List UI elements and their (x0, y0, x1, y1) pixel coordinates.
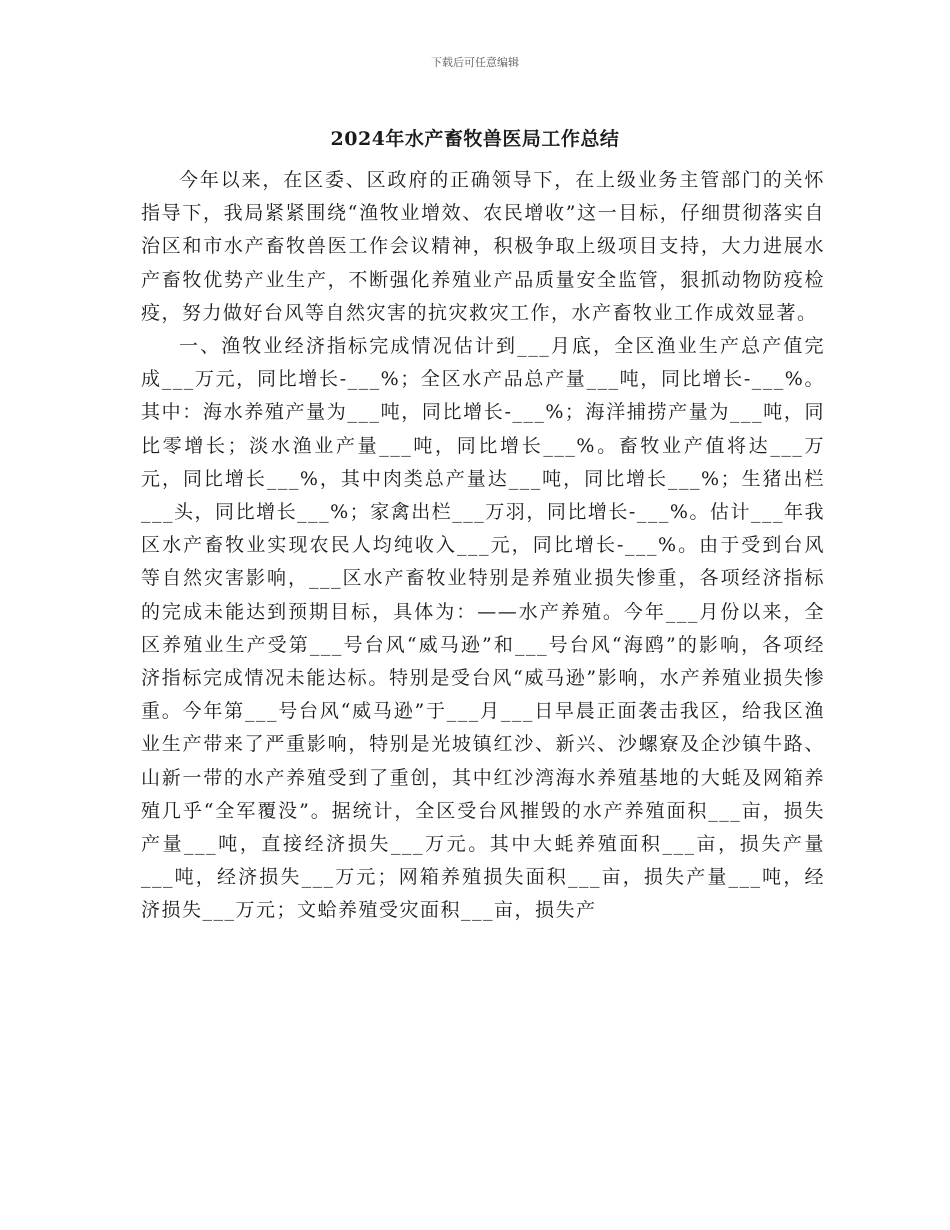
document-title: 2024年水产畜牧兽医局工作总结 (330, 128, 620, 150)
download-note: 下载后可任意编辑 (431, 56, 519, 69)
paragraph-indicators: 一、渔牧业经济指标完成情况估计到___月底，全区渔业生产总产值完成___万元，同比增长-___%；全区水产品总产量___吨，同比增长-___%。其中：海水养殖产量为___吨，同比增长-___%；海洋捕捞产量为___吨，同比零增长；淡水渔业产量___吨，同比增长___%。畜牧业产值将达___万元，同比增长___%，其中肉类总产量达___吨，同比增长___%；生猪出栏___头，同比增长___%；家禽出栏___万羽，同比增长-___%。估计___年我区水产畜牧业实现农民人均纯收入___元，同比增长-___%。由于受到台风等自然灾害影响，___区水产畜牧业特别是养殖业损失惨重，各项经济指标的完成未能达到预期目标，具体为：——水产养殖。今年___月份以来，全区养殖业生产受第___号台风“威马逊”和___号台风“海鸥”的影响，各项经济指标完成情况未能达标。特别是受台风“威马逊”影响，水产养殖业损失惨重。今年第___号台风“威马逊”于___月___日早晨正面袭击我区，给我区渔业生产带来了严重影响，特别是光坡镇红沙、新兴、沙螺寮及企沙镇牛路、山新一带的水产养殖受到了重创，其中红沙湾海水养殖基地的大蚝及网箱养殖几乎“全军覆没”。据统计，全区受台风摧毁的水产养殖面积___亩，损失产量___吨，直接经济损失___万元。其中大蚝养殖面积___亩，损失产量___吨，经济损失___万元；网箱养殖损失面积___亩，损失产量___吨，经济损失___万元；文蛤养殖受灾面积___亩，损失产 (141, 335, 825, 922)
paragraph-intro: 今年以来，在区委、区政府的正确领导下，在上级业务主管部门的关怀指导下，我局紧紧围绕“渔牧业增效、农民增收”这一目标，仔细贯彻落实自治区和市水产畜牧兽医工作会议精神，积极争取上级项目支持，大力进展水产畜牧优势产业生产，不断强化养殖业产品质量安全监管，狠抓动物防疫检疫，努力做好台风等自然灾害的抗灾救灾工作，水产畜牧业工作成效显著。 (141, 169, 825, 324)
document-body (141, 164, 825, 928)
